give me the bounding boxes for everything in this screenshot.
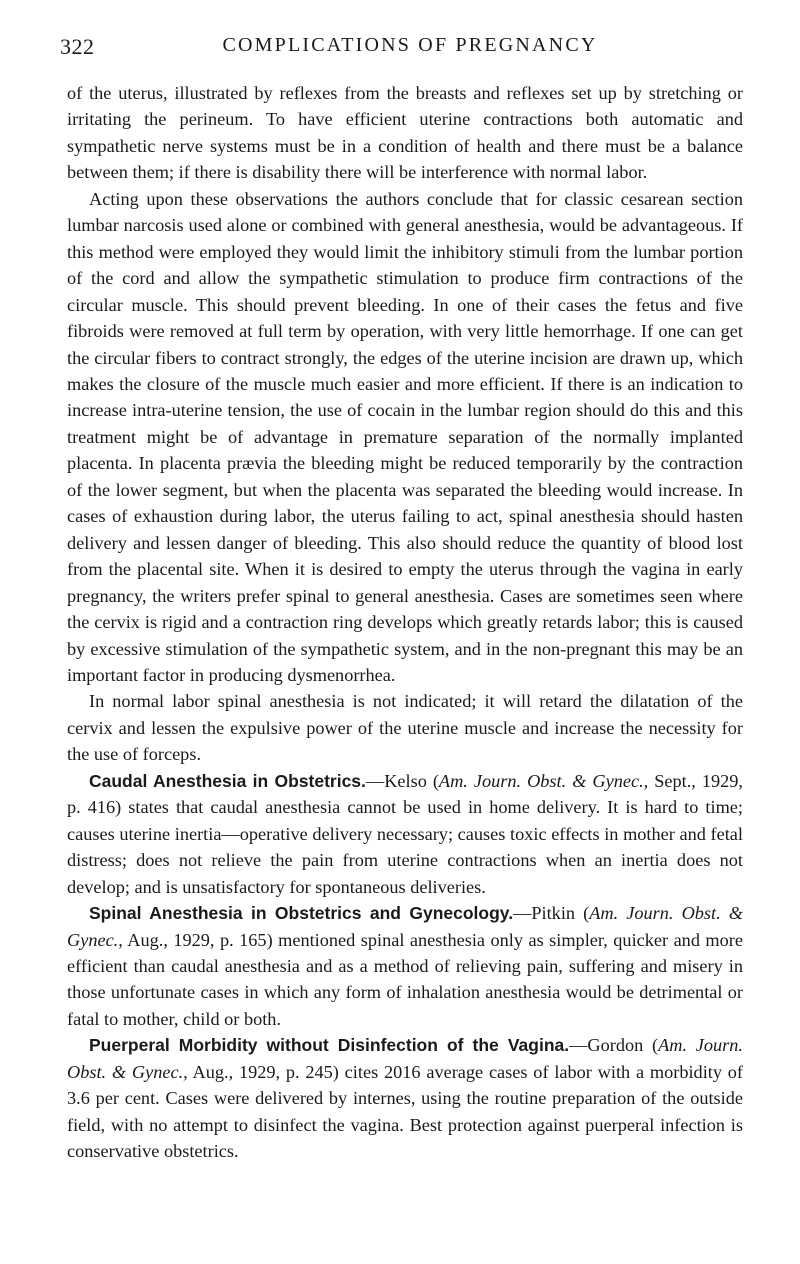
journal-citation: Am. Journ. Obst. & Gynec., [67, 903, 743, 950]
section-caudal-anesthesia [67, 768, 743, 900]
section-heading: Spinal Anesthesia in Obstetrics and Gynecology. [89, 903, 514, 924]
paragraph-authors-conclusion: Acting upon these observations the authors conclude that for classic cesarean section lumbar narcosis used alone or combined with general anesthesia, would be advantageous. If this method were employed they would limit the inhibitory stimuli from the lumbar portion of the cord and allow the sympathetic stimulation to produce firm contractions of the circular muscle. This should prevent bleeding. In one of their cases the fetus and five fibroids were removed at full term by operation, with very little hemorrhage. If one can get the circular fibers to contract strongly, the edges of the uterine incision are drawn up, which makes the closure of the muscle much easier and more efficient. If there is an indication to increase intra-uterine tension, the use of cocain in the lumbar region should do this and this treatment might be of advantage in premature separation of the normally implanted placenta. In placenta prævia the bleeding might be reduced temporarily by the contraction of the lower segment, but when the placenta was separated the bleeding would increase. In cases of exhaustion during labor, the uterus failing to act, spinal anesthesia should hasten delivery and lessen danger of bleeding. This also should reduce the quantity of blood lost from the placental site. When it is desired to empty the uterus through the vagina in early pregnancy, the writers prefer spinal to general anesthesia. Cases are sometimes seen where the cervix is rigid and a contraction ring develops which greatly retards labor; this is caused by excessive stimulation of the sympathetic system, and in the non-pregnant this may be an important factor in producing dysmenorrhea. [67, 188, 743, 685]
section-text-pre: —Pitkin ( [513, 903, 590, 924]
section-puerperal-morbidity [67, 1032, 743, 1164]
section-heading: Caudal Anesthesia in Obstetrics. [89, 770, 366, 791]
body-text [67, 80, 743, 1165]
section-text: Aug., 1929, p. 245) cites 2016 average cases of labor with a morbidity of 3.6 per cent. Cases were delivered by internes, using the routine preparation of the outside field, with no attempt to disinfect the vagina. Best protection against puerperal infection is conservative obstetrics. [67, 1061, 744, 1162]
paragraph-continued: of the uterus, illustrated by reflexes from the breasts and reflexes set up by stretching or irritating the perineum. To have efficient uterine contractions both automatic and sympathetic nerve systems must be in a condition of health and there must be a balance between them; if there is disability there will be interference with normal labor. [67, 83, 743, 183]
running-header [60, 34, 740, 64]
section-heading: Puerperal Morbidity without Disinfection of the Vagina. [89, 1035, 570, 1056]
paragraph-normal-labor: In normal labor spinal anesthesia is not indicated; it will retard the dilatation of the cervix and lessen the expulsive power of the uterine muscle and increase the necessity for the use of forceps. [67, 691, 743, 765]
section-spinal-anesthesia [67, 900, 743, 1032]
page-number: 322 [60, 34, 95, 59]
section-text: Aug., 1929, p. 165) mentioned spinal anesthesia only as simpler, quicker and more efficient than caudal anesthesia and as a method of relieving pain, suffering and misery in those unfortunate cases in which any form of inhalation anesthesia would be detrimental or fatal to mother, child or both. [67, 929, 743, 1029]
journal-citation: Am. Journ. Obst. & Gynec., [438, 770, 649, 791]
section-text-pre: —Kelso ( [365, 770, 439, 791]
section-text: Sept., 1929, p. 416) states that caudal anesthesia cannot be used in home delivery. It is hard to time; causes uterine inertia—operative delivery necessary; causes toxic effects in mother and fetal distress; does not relieve the pain from uterine contractions when an inertia does not develop; and is unsatisfactory for spontaneous deliveries. [67, 770, 743, 897]
section-text-pre: —Gordon ( [569, 1035, 659, 1056]
journal-citation: Am. Journ. Obst. & Gynec., [67, 1035, 744, 1082]
running-title: COMPLICATIONS OF PREGNANCY [222, 34, 598, 56]
